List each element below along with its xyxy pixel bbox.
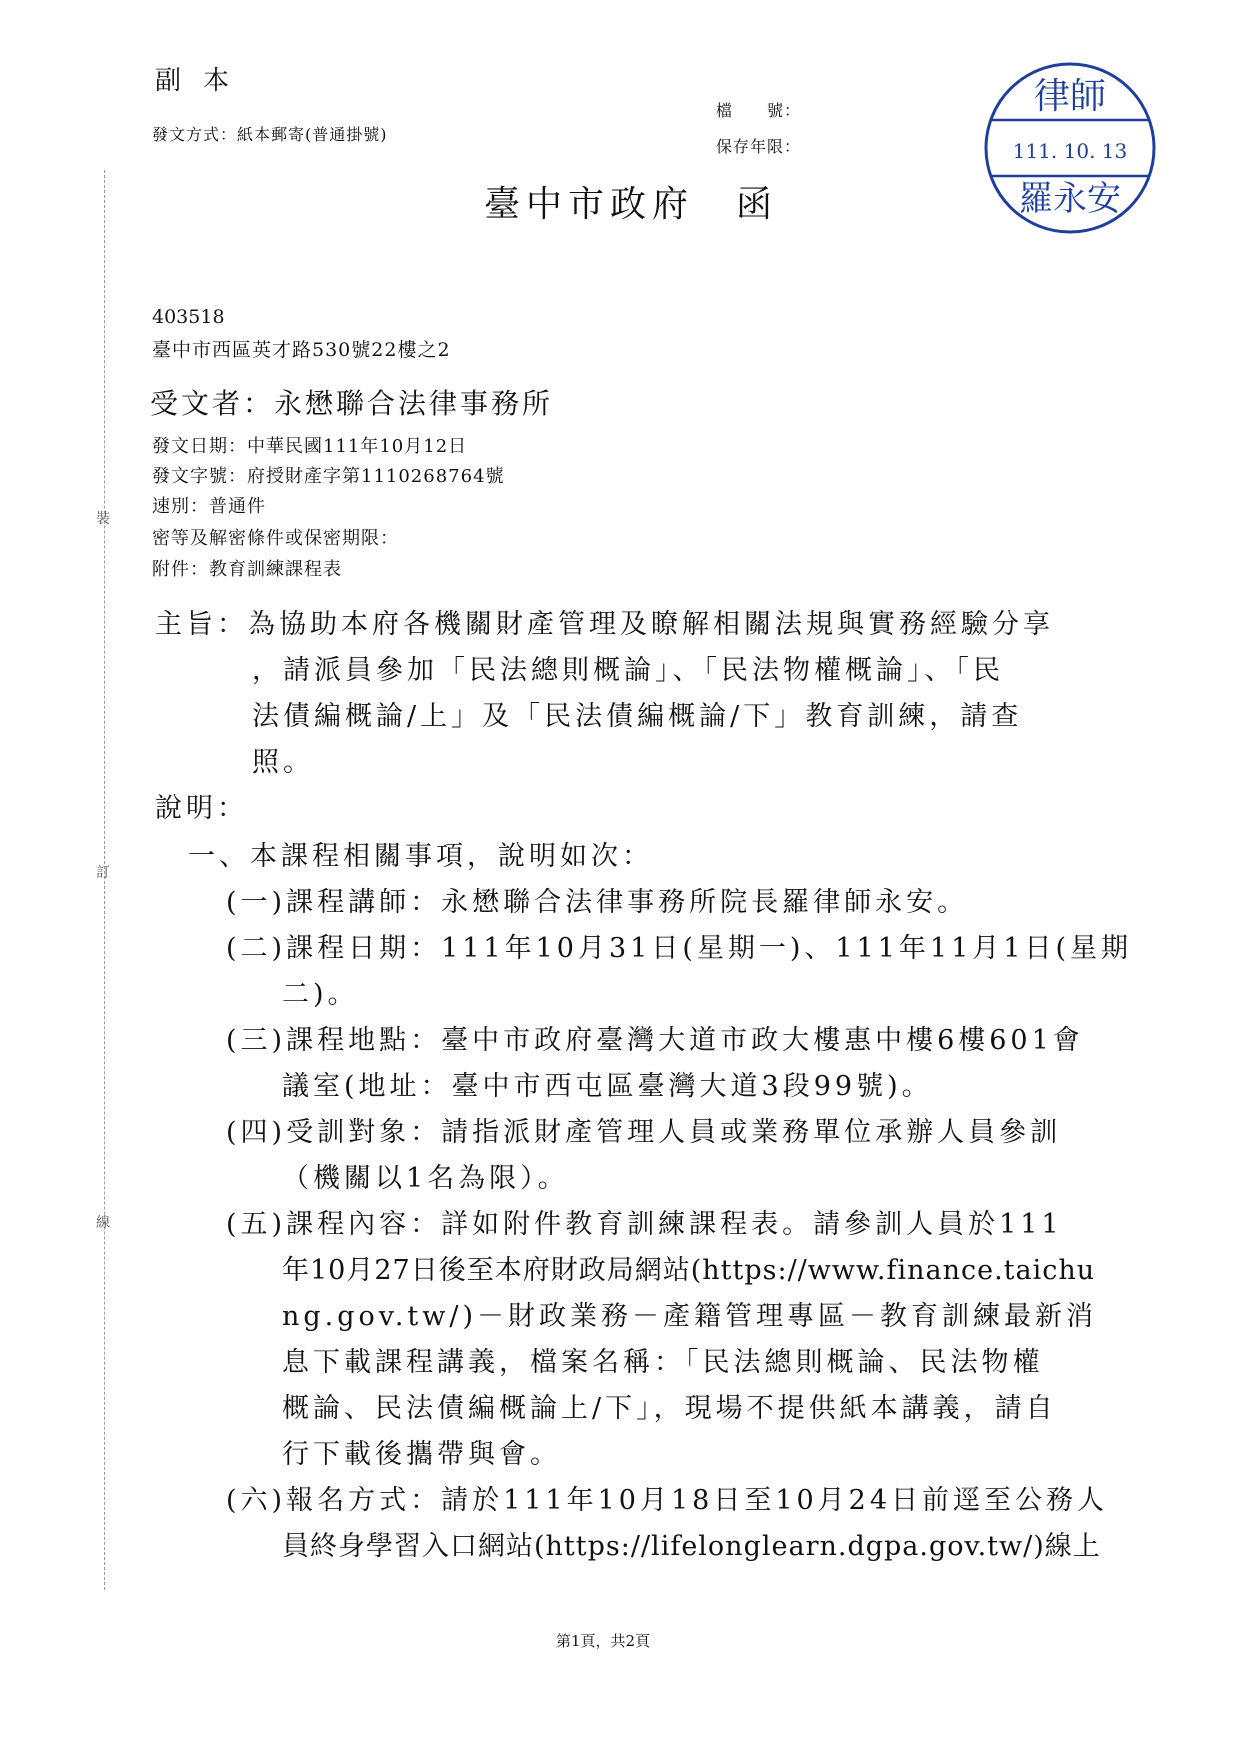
- document-number: 發文字號：府授財產字第1110268764號: [152, 466, 505, 487]
- page-number: 第1頁，共2頁: [556, 1632, 651, 1650]
- sub-item-content-line: ng.gov.tw/)－財政業務－產籍管理專區－教育訓練最新消: [282, 1301, 1098, 1332]
- sub-item-date-line: (二)課程日期：111年10月31日(星期一)、111年11月1日(星期: [226, 933, 1132, 964]
- seal-date-text: 111. 10. 13: [1012, 139, 1128, 163]
- subject-line: 照。: [252, 747, 314, 778]
- sub-item-registration-line: 員終身學習入口網站(https://lifelonglearn.dgpa.gov.tw/)線上: [282, 1531, 1101, 1562]
- sub-item-registration-line: (六)報名方式：請於111年10月18日至10月24日前逕至公務人: [226, 1485, 1109, 1516]
- sub-item-instructor: (一)課程講師：永懋聯合法律事務所院長羅律師永安。: [226, 887, 969, 918]
- sub-item-trainees-line: (四)受訓對象：請指派財產管理人員或業務單位承辦人員參訓: [226, 1117, 1062, 1148]
- recipient-line: 受文者：永懋聯合法律事務所: [150, 387, 554, 420]
- secrecy-level: 密等及解密條件或保密期限：: [152, 528, 399, 549]
- document-title: 臺中市政府 函: [484, 184, 779, 225]
- retention-period-label: 保存年限：: [716, 137, 802, 156]
- sub-item-content-line: 年10月27日後至本府財政局網站(https://www.finance.taichu: [282, 1255, 1096, 1286]
- binding-mark-xian: 線: [96, 1215, 110, 1231]
- subject-line: 法債編概論/上」及「民法債編概論/下」教育訓練，請查: [252, 701, 1023, 732]
- seal-top-text: 律師: [1033, 76, 1107, 117]
- issue-date: 發文日期：中華民國111年10月12日: [152, 436, 468, 457]
- sub-item-content-line: 息下載課程講義，檔案名稱：「民法總則概論、民法物權: [282, 1347, 1044, 1378]
- binding-mark-zhuang: 裝: [96, 511, 110, 527]
- sub-item-content-line: (五)課程內容：詳如附件教育訓練課程表。請參訓人員於111: [226, 1209, 1063, 1240]
- binding-mark-ding: 訂: [96, 865, 110, 881]
- file-number-label: 檔 號：: [716, 101, 802, 120]
- sub-item-content-line: 行下載後攜帶與會。: [282, 1439, 561, 1470]
- sub-item-content-line: 概論、民法債編概論上/下」，現場不提供紙本講義，請自: [282, 1393, 1057, 1424]
- lawyer-seal-stamp: [980, 58, 1160, 238]
- postal-code: 403518: [152, 306, 225, 328]
- sub-item-venue-line: (三)課程地點：臺中市政府臺灣大道市政大樓惠中樓6樓601會: [226, 1025, 1084, 1056]
- send-method: 發文方式：紙本郵寄(普通掛號): [152, 125, 388, 144]
- sub-item-date-line: 二)。: [282, 979, 359, 1010]
- sub-item-venue-line: 議室(地址：臺中市西屯區臺灣大道3段99號)。: [282, 1071, 933, 1102]
- subject-line: ，請派員參加「民法總則概論」、「民法物權概論」、「民: [252, 655, 1004, 686]
- explanation-item-1: 一、本課程相關事項，說明如次：: [188, 841, 653, 872]
- sub-item-trainees-line: （機關以1名為限）。: [282, 1163, 569, 1194]
- seal-bottom-text: 羅永安: [1019, 179, 1121, 219]
- subject-line: 主旨：為協助本府各機關財產管理及瞭解相關法規與實務經驗分享: [155, 609, 1054, 640]
- copy-label: 副本: [155, 66, 252, 96]
- delivery-speed: 速別：普通件: [152, 496, 266, 517]
- attachment-line: 附件：教育訓練課程表: [152, 559, 342, 580]
- explanation-label: 說明：: [155, 793, 248, 824]
- recipient-address: 臺中市西區英才路530號22樓之2: [152, 339, 451, 361]
